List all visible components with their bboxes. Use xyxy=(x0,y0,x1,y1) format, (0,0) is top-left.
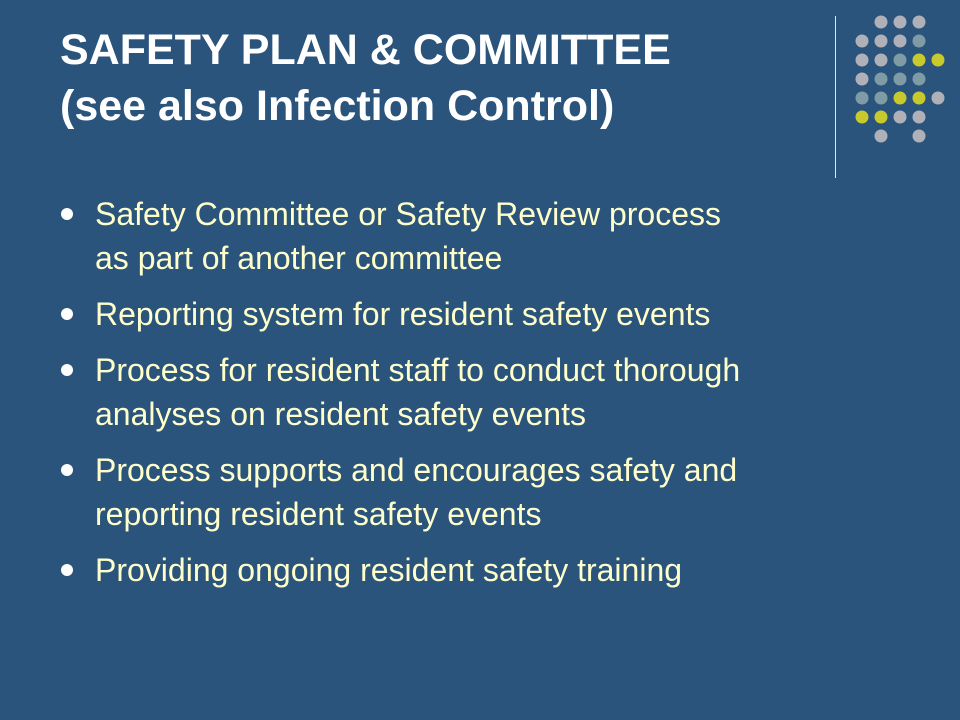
bullet-text-line: reporting resident safety events xyxy=(95,496,542,532)
decorative-dot xyxy=(894,111,907,124)
vertical-divider xyxy=(835,16,836,178)
decorative-dot xyxy=(875,16,888,29)
bullet-item xyxy=(58,448,918,536)
bullet-text-line: Process for resident staff to conduct thorough xyxy=(95,352,741,388)
decorative-dot xyxy=(913,92,926,105)
bullet-text-line: Providing ongoing resident safety training xyxy=(95,552,683,588)
decorative-dot xyxy=(875,54,888,67)
decorative-dot xyxy=(894,54,907,67)
decorative-dot xyxy=(875,111,888,124)
bullet-item xyxy=(58,548,918,592)
bullet-text-line: analyses on resident safety events xyxy=(95,396,586,432)
bullet-dot xyxy=(61,308,73,320)
decorative-dot xyxy=(856,92,869,105)
decorative-dot xyxy=(856,73,869,86)
decorative-dot xyxy=(875,73,888,86)
bullet-dot xyxy=(61,464,73,476)
bullet-text-line: Process supports and encourages safety and xyxy=(95,452,738,488)
decorative-dot xyxy=(856,54,869,67)
decorative-dot xyxy=(875,35,888,48)
decorative-dot xyxy=(856,111,869,124)
decorative-dot xyxy=(913,111,926,124)
decorative-dot xyxy=(913,54,926,67)
decorative-dot xyxy=(913,16,926,29)
bullet-text-line: Safety Committee or Safety Review process xyxy=(95,196,722,232)
bullet-dot xyxy=(61,208,73,220)
slide-title-line: (see also Infection Control) xyxy=(60,82,615,130)
decorative-dot xyxy=(894,73,907,86)
bullet-item xyxy=(58,192,918,280)
slide-title xyxy=(60,22,820,134)
decorative-dot xyxy=(894,92,907,105)
decorative-dot xyxy=(913,35,926,48)
decorative-dot xyxy=(913,73,926,86)
bullet-item xyxy=(58,348,918,436)
decorative-dot xyxy=(894,16,907,29)
decorative-dot xyxy=(856,35,869,48)
bullet-dot xyxy=(61,364,73,376)
bullet-text-line: Reporting system for resident safety events xyxy=(95,296,711,332)
decorative-dot-grid xyxy=(846,8,958,168)
decorative-dot xyxy=(875,130,888,143)
decorative-dot xyxy=(932,54,945,67)
bullet-list xyxy=(58,192,918,604)
bullet-dot xyxy=(61,564,73,576)
decorative-dot xyxy=(894,35,907,48)
decorative-dot xyxy=(875,92,888,105)
decorative-dot xyxy=(913,130,926,143)
decorative-dot xyxy=(932,92,945,105)
bullet-text-line: as part of another committee xyxy=(95,240,503,276)
slide-title-line: SAFETY PLAN & COMMITTEE xyxy=(60,26,671,74)
bullet-item xyxy=(58,292,918,336)
